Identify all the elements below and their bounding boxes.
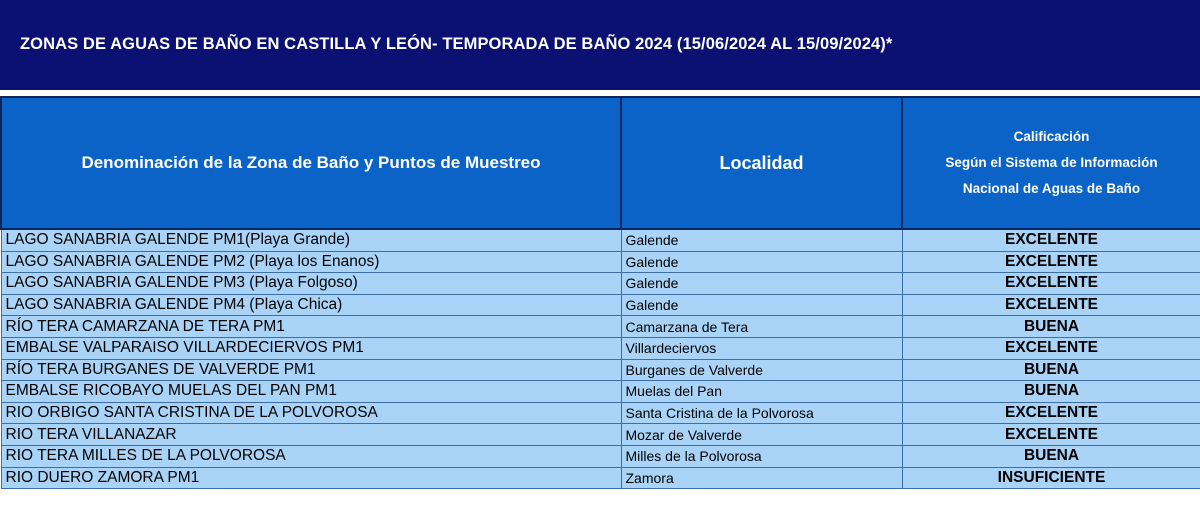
table-row [1,251,1200,273]
calificacion-header-line-1: Calificación [1013,129,1090,144]
localidad-cell: Galende [621,273,902,295]
calificacion-header-line-2: Según el Sistema de Información [945,155,1158,170]
page-title: ZONAS DE AGUAS DE BAÑO EN CASTILLA Y LEÓN- TEMPORADA DE BAÑO 2024 (15/06/2024 AL 15/09/2024)* [20,35,893,53]
table-row [1,402,1200,424]
table-row [1,229,1200,251]
title-bar [0,0,1200,90]
localidad-cell: Burganes de Valverde [621,359,902,381]
column-header-localidad: Localidad [621,97,902,229]
localidad-cell: Muelas del Pan [621,381,902,403]
calificacion-cell: BUENA [902,445,1200,467]
localidad-cell: Camarzana de Tera [621,316,902,338]
zona-cell: LAGO SANABRIA GALENDE PM1(Playa Grande) [1,229,621,251]
table-row [1,445,1200,467]
calificacion-cell: EXCELENTE [902,424,1200,446]
table-row [1,359,1200,381]
table-row [1,294,1200,316]
table-row [1,467,1200,489]
zona-cell: RIO DUERO ZAMORA PM1 [1,467,621,489]
calificacion-cell: BUENA [902,316,1200,338]
calificacion-cell: EXCELENTE [902,402,1200,424]
calificacion-cell: BUENA [902,359,1200,381]
localidad-cell: Galende [621,229,902,251]
localidad-cell: Milles de la Polvorosa [621,445,902,467]
column-header-calificacion [902,97,1200,229]
calificacion-cell: EXCELENTE [902,337,1200,359]
calificacion-cell: BUENA [902,381,1200,403]
zona-cell: RÍO TERA BURGANES DE VALVERDE PM1 [1,359,621,381]
column-header-zona: Denominación de la Zona de Baño y Puntos de Muestreo [1,97,621,229]
localidad-cell: Mozar de Valverde [621,424,902,446]
zona-cell: RIO ORBIGO SANTA CRISTINA DE LA POLVOROSA [1,402,621,424]
calificacion-header-line-3: Nacional de Aguas de Baño [962,181,1141,196]
table-row [1,381,1200,403]
localidad-cell: Villardeciervos [621,337,902,359]
table-row [1,316,1200,338]
localidad-cell: Zamora [621,467,902,489]
localidad-cell: Galende [621,251,902,273]
table-row [1,337,1200,359]
zona-cell: RIO TERA MILLES DE LA POLVOROSA [1,445,621,467]
table-header-row [1,97,1200,229]
zona-cell: EMBALSE RICOBAYO MUELAS DEL PAN PM1 [1,381,621,403]
table-row [1,273,1200,295]
calificacion-cell: EXCELENTE [902,273,1200,295]
zona-cell: LAGO SANABRIA GALENDE PM2 (Playa los Enanos) [1,251,621,273]
calificacion-cell: EXCELENTE [902,294,1200,316]
zona-cell: RÍO TERA CAMARZANA DE TERA PM1 [1,316,621,338]
localidad-cell: Galende [621,294,902,316]
zona-cell: LAGO SANABRIA GALENDE PM3 (Playa Folgoso) [1,273,621,295]
table-body [1,229,1200,489]
bathing-zones-table [0,96,1200,489]
localidad-cell: Santa Cristina de la Polvorosa [621,402,902,424]
zona-cell: EMBALSE VALPARAISO VILLARDECIERVOS PM1 [1,337,621,359]
zona-cell: LAGO SANABRIA GALENDE PM4 (Playa Chica) [1,294,621,316]
table-row [1,424,1200,446]
calificacion-cell: EXCELENTE [902,251,1200,273]
zona-cell: RIO TERA VILLANAZAR [1,424,621,446]
calificacion-cell: EXCELENTE [902,229,1200,251]
calificacion-cell: INSUFICIENTE [902,467,1200,489]
